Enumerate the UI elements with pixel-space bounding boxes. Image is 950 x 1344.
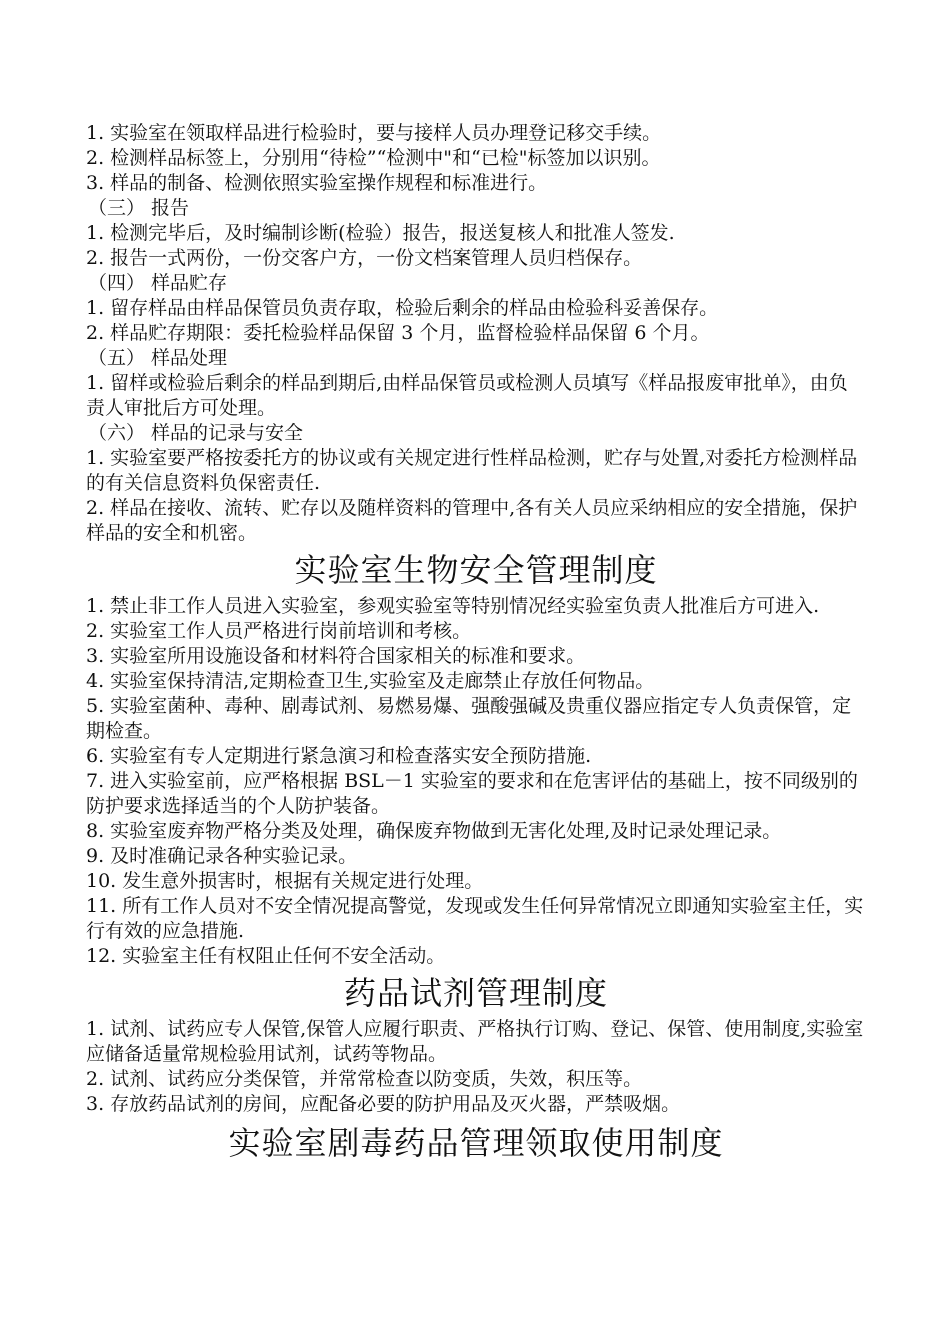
report-rule-2: 2. 报告一式两份，一份交客户方，一份文档案管理人员归档保存。: [86, 247, 643, 269]
reagents-rule-1: 1. 试剂、试药应专人保管,保管人应履行职责、严格执行订购、登记、保管、使用制度,实验室应储备适量常规检验用试剂，试药等物品。: [86, 1018, 864, 1065]
sample-rule-1: 1. 实验室在领取样品进行检验时，要与接样人员办理登记移交手续。: [86, 122, 662, 144]
biosafety-rule-6: 6. 实验室有专人定期进行紧急演习和检查落实安全预防措施.: [86, 745, 592, 767]
document-page: [86, 121, 866, 1165]
disposal-rule-1: 1. 留样或检验后剩余的样品到期后,由样品保管员或检测人员填写《样品报废审批单》，由负责人审批后方可处理。: [86, 372, 848, 419]
report-rule-1: 1. 检测完毕后，及时编制诊断(检验）报告，报送复核人和批准人签发.: [86, 222, 675, 244]
subheading-report: （三） 报告: [88, 197, 190, 219]
sample-rule-2: 2. 检测样品标签上，分别用“待检”“检测中"和“已检"标签加以识别。: [86, 147, 661, 169]
toxic-drugs-title: 实验室剧毒药品管理领取使用制度: [228, 1124, 724, 1162]
reagents-title: 药品试剂管理制度: [343, 974, 608, 1012]
subheading-storage: （四） 样品贮存: [88, 272, 228, 294]
biosafety-rule-4: 4. 实验室保持清洁,定期检查卫生,实验室及走廊禁止存放任何物品。: [86, 670, 655, 692]
biosafety-rule-12: 12. 实验室主任有权阻止任何不安全活动。: [86, 945, 446, 967]
storage-rule-2: 2. 样品贮存期限：委托检验样品保留 3 个月，监督检验样品保留 6 个月。: [86, 322, 710, 344]
biosafety-rule-7: 7. 进入实验室前，应严格根据 BSL－1 实验室的要求和在危害评估的基础上，按不同级别的防护要求选择适当的个人防护装备。: [86, 770, 858, 817]
biosafety-rule-2: 2. 实验室工作人员严格进行岗前培训和考核。: [86, 620, 472, 642]
reagents-rule-3: 3. 存放药品试剂的房间，应配备必要的防护用品及灭火器，严禁吸烟。: [86, 1093, 681, 1115]
biosafety-rule-11: 11. 所有工作人员对不安全情况提高警觉，发现或发生任何异常情况立即通知实验室主任，实行有效的应急措施.: [86, 895, 864, 942]
biosafety-rule-8: 8. 实验室废弃物严格分类及处理，确保废弃物做到无害化处理,及时记录处理记录。: [86, 820, 782, 842]
biosafety-title: 实验室生物安全管理制度: [294, 551, 658, 589]
subheading-records-security: （六） 样品的记录与安全: [88, 422, 304, 444]
biosafety-rule-10: 10. 发生意外损害时，根据有关规定进行处理。: [86, 870, 484, 892]
security-rule-2: 2. 样品在接收、流转、贮存以及随样资料的管理中,各有关人员应采纳相应的安全措施，保护样品的安全和机密。: [86, 497, 858, 544]
biosafety-rule-9: 9. 及时准确记录各种实验记录。: [86, 845, 358, 867]
reagents-rule-2: 2. 试剂、试药应分类保管，并常常检查以防变质，失效，积压等。: [86, 1068, 643, 1090]
security-rule-1: 1. 实验室要严格按委托方的协议或有关规定进行性样品检测，贮存与处置,对委托方检测样品的有关信息资料负保密责任.: [86, 447, 858, 494]
sample-rule-3: 3. 样品的制备、检测依照实验室操作规程和标准进行。: [86, 172, 548, 194]
biosafety-rule-1: 1. 禁止非工作人员进入实验室，参观实验室等特别情况经实验室负责人批准后方可进入.: [86, 595, 820, 617]
subheading-disposal: （五） 样品处理: [88, 347, 228, 369]
biosafety-rule-5: 5. 实验室菌种、毒种、剧毒试剂、易燃易爆、强酸强碱及贵重仪器应指定专人负责保管，定期检查。: [86, 695, 852, 742]
biosafety-rule-3: 3. 实验室所用设施设备和材料符合国家相关的标准和要求。: [86, 645, 586, 667]
storage-rule-1: 1. 留存样品由样品保管员负责存取，检验后剩余的样品由检验科妥善保存。: [86, 297, 719, 319]
